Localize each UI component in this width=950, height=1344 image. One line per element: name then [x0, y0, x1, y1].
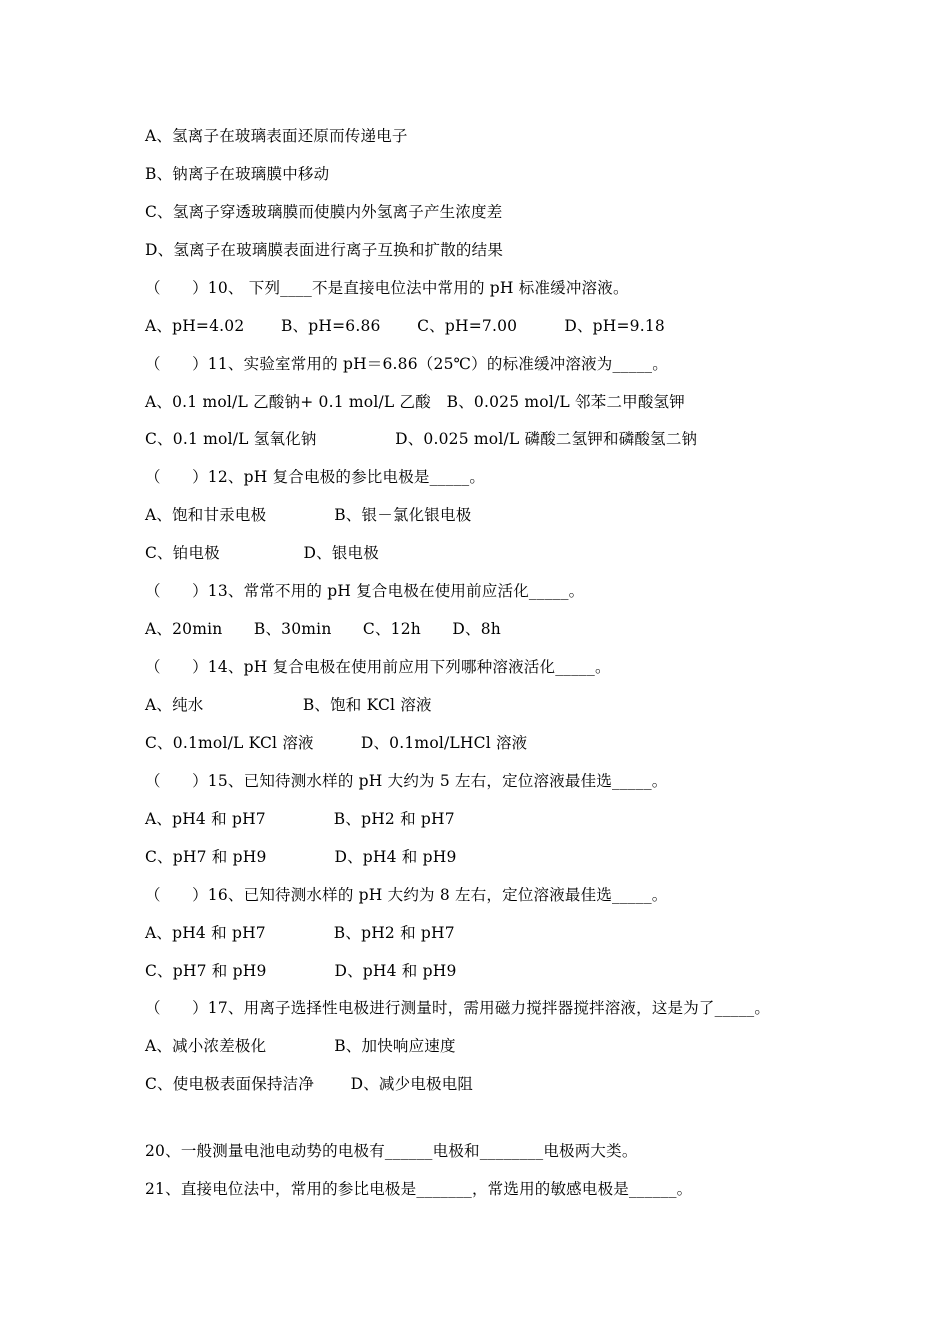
- question-line: （ ）11、实验室常用的 pH＝6.86（25℃）的标准缓冲溶液为_____。: [145, 355, 668, 373]
- option-line: C、0.1mol/L KCl 溶液 D、0.1mol/LHCl 溶液: [145, 734, 528, 752]
- option-line: A、pH4 和 pH7 B、pH2 和 pH7: [145, 810, 455, 828]
- option-line: C、氢离子穿透玻璃膜而使膜内外氢离子产生浓度差: [145, 203, 503, 221]
- option-line: A、纯水 B、饱和 KCl 溶液: [145, 696, 432, 714]
- option-line: A、减小浓差极化 B、加快响应速度: [145, 1037, 456, 1055]
- option-line: A、饱和甘汞电极 B、银－氯化银电极: [145, 506, 472, 524]
- question-line: （ ）10、 下列____不是直接电位法中常用的 pH 标准缓冲溶液。: [145, 279, 629, 297]
- option-line: C、铂电极 D、银电极: [145, 544, 379, 562]
- option-line: A、pH4 和 pH7 B、pH2 和 pH7: [145, 924, 455, 942]
- question-line: （ ）17、用离子选择性电极进行测量时，需用磁力搅拌器搅拌溶液，这是为了_____。: [145, 999, 771, 1017]
- option-line: C、0.1 mol/L 氢氧化钠 D、0.025 mol/L 磷酸二氢钾和磷酸氢二钠: [145, 430, 698, 448]
- question-line: （ ）15、已知待测水样的 pH 大约为 5 左右，定位溶液最佳选_____。: [145, 772, 668, 790]
- option-line: D、氢离子在玻璃膜表面进行离子互换和扩散的结果: [145, 241, 504, 259]
- option-line: C、pH7 和 pH9 D、pH4 和 pH9: [145, 962, 457, 980]
- option-line: A、pH=4.02 B、pH=6.86 C、pH=7.00 D、pH=9.18: [145, 317, 665, 335]
- option-line: A、0.1 mol/L 乙酸钠+ 0.1 mol/L 乙酸 B、0.025 mol/L 邻苯二甲酸氢钾: [145, 393, 685, 411]
- option-line: B、钠离子在玻璃膜中移动: [145, 165, 330, 183]
- option-line: A、20min B、30min C、12h D、8h: [145, 620, 501, 638]
- option-line: C、pH7 和 pH9 D、pH4 和 pH9: [145, 848, 457, 866]
- option-line: C、使电极表面保持洁净 D、减少电极电阻: [145, 1075, 474, 1093]
- question-line: （ ）14、pH 复合电极在使用前应用下列哪种溶液活化_____。: [145, 658, 611, 676]
- question-line: （ ）16、已知待测水样的 pH 大约为 8 左右，定位溶液最佳选_____。: [145, 886, 668, 904]
- question-line: （ ）13、常常不用的 pH 复合电极在使用前应活化_____。: [145, 582, 585, 600]
- fill-blank-line: 21、直接电位法中，常用的参比电极是_______，常选用的敏感电极是______。: [145, 1180, 693, 1198]
- question-line: （ ）12、pH 复合电极的参比电极是_____。: [145, 468, 486, 486]
- fill-blank-line: 20、一般测量电池电动势的电极有______电极和________电极两大类。: [145, 1142, 638, 1160]
- option-line: A、氢离子在玻璃表面还原而传递电子: [145, 127, 408, 145]
